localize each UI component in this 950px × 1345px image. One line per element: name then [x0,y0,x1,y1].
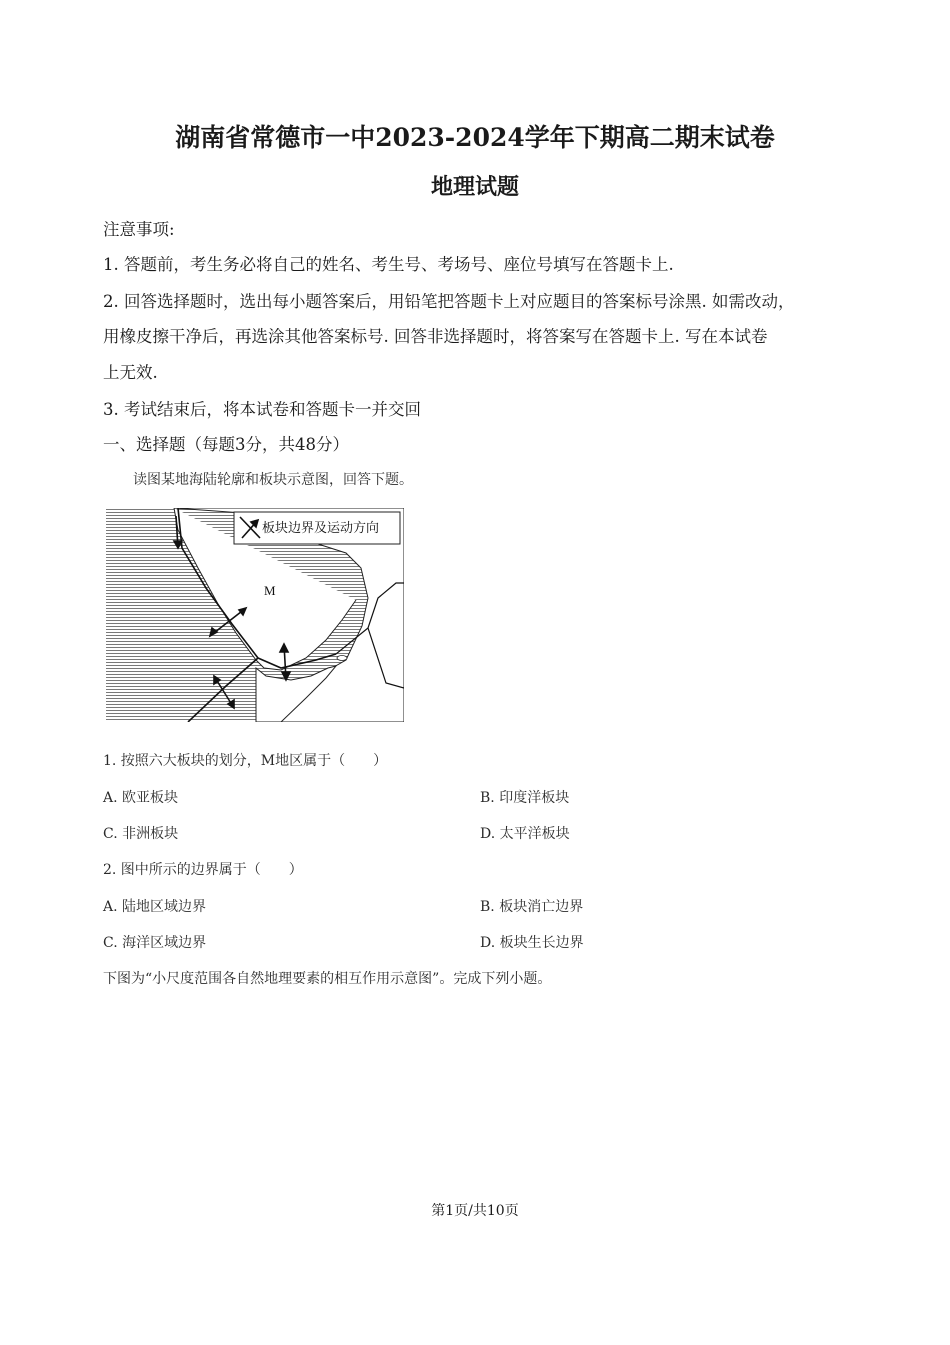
notice-item-1: 1. 答题前，考生务必将自己的姓名、考生号、考场号、座位号填写在答题卡上. [103,255,674,274]
notice-item-2-line-1: 2. 回答选择题时，选出每小题答案后，用铅笔把答题卡上对应题目的答案标号涂黑. 如需改动， [103,292,795,311]
section-heading: 一、选择题（每题3分，共48分） [103,435,349,454]
map-legend-label: 板块边界及运动方向 [262,520,380,535]
notice-item-2-line-3: 上无效. [103,363,158,382]
exam-subject: 地理试题 [430,174,519,200]
map-island [337,656,347,661]
q1-option-a: A. 欧亚板块 [103,790,179,806]
q2-option-c: C. 海洋区域边界 [103,935,207,951]
q1-stem: 1. 按照六大板块的划分，M地区属于（ ） [103,753,388,769]
notice-item-2-line-2: 用橡皮擦干净后，再选涂其他答案标号. 回答非选择题时，将答案写在答题卡上. 写在本试卷 [103,327,768,346]
page-footer: 第1页/共10页 [431,1203,519,1219]
q2-option-b: B. 板块消亡边界 [480,899,584,915]
notice-heading: 注意事项: [103,220,175,239]
q1-option-b: B. 印度洋板块 [480,790,570,806]
exam-title: 湖南省常德市一中2023-2024学年下期高二期末试卷 [175,123,775,152]
q2-option-d: D. 板块生长边界 [480,935,584,951]
map-label-m: M [264,583,276,598]
q2-stem: 2. 图中所示的边界属于（ ） [103,862,303,878]
section-intro: 读图某地海陆轮廓和板块示意图，回答下题。 [133,472,413,488]
next-section-intro: 下图为“小尺度范围各自然地理要素的相互作用示意图”。完成下列小题。 [103,971,552,987]
plate-boundary-map [106,508,404,722]
notice-item-3: 3. 考试结束后，将本试卷和答题卡一并交回 [103,400,421,419]
q2-option-a: A. 陆地区域边界 [103,899,207,915]
q1-option-c: C. 非洲板块 [103,826,179,842]
q1-option-d: D. 太平洋板块 [480,826,570,842]
